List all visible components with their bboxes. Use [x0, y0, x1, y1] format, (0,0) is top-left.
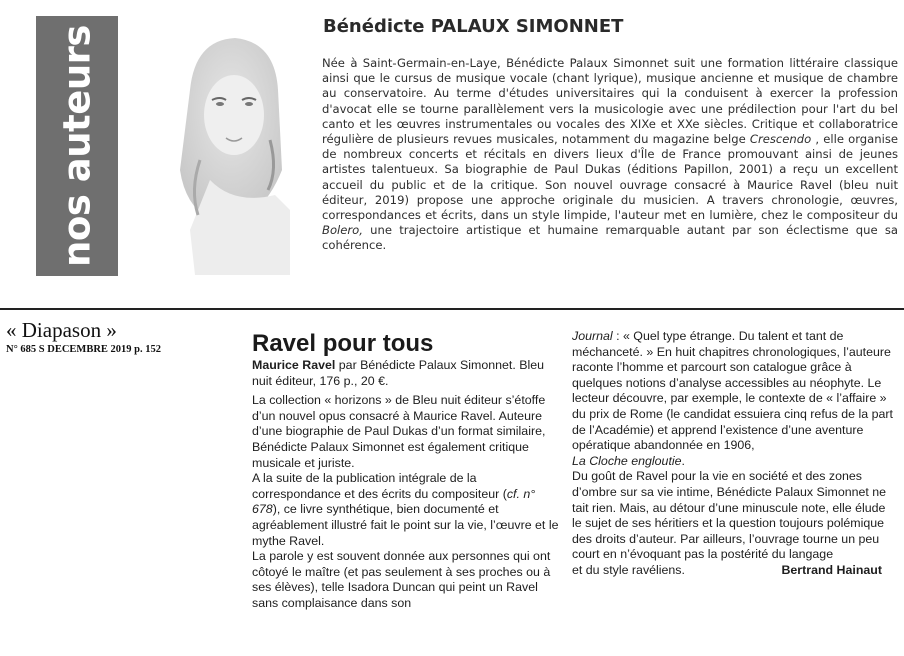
review-column-left	[252, 358, 564, 612]
publication-name: « Diapason »	[6, 318, 117, 342]
review-author: Bertrand Hainaut	[781, 562, 882, 577]
magazine-name: Crescendo	[749, 132, 812, 147]
review-paragraph: Du goût de Ravel pour la vie en société et des zones d’ombre sur sa vie intime, Bénédicte Palaux Simonnet ne tait rien. Mais, au détour d’une minuscule note, elle élude le sujet de ses héritiers et la question toujours polémique des droits d’auteur. Par ailleurs, l’ouvrage tourne un peu court en n’évoquant pas la postérité du langage	[572, 469, 887, 562]
text-part: .	[681, 453, 685, 468]
section-band	[36, 16, 118, 276]
author-name: Bénédicte PALAUX SIMONNET	[323, 16, 624, 37]
review-paragraph: La collection « horizons » de Bleu nuit éditeur s’étoffe d’un nouvel opus consacré à Maurice Ravel. Auteure d’une biographie de Paul Dukas d’un format similaire, Bénédicte Palaux Simonnet est également critique musicale et juriste.	[252, 393, 546, 470]
book-details: par Bénédicte Palaux Simonnet. Bleu nuit éditeur, 176 p., 20 €.	[252, 358, 545, 388]
bio-text-part: , elle organise de nombreux concerts et récitals en divers lieux d'Île de France promouvant ainsi de jeunes artistes talentueux. Sa biographie de Paul Dukas (éditions Papillon, 2001) a reçu un excellent accueil du public et de la critique. Son nouvel ouvrage consacré à Maurice Ravel (bleu nuit éditeur, 2019) propose une approche originale du musicien. A travers chronologie, œuvres, correspondances et écrits, dans un style limpide, l'auteur met en lumière, chez le compositeur du	[322, 132, 898, 223]
work-title: Journal	[572, 329, 613, 343]
text-part: A la suite de la publication intégrale de la correspondance et des écrits du compositeur (	[252, 471, 507, 501]
text-part: : « Quel type étrange. Du talent et tant de méchanceté. » En huit chapitres chronologiques, l’auteure raconte l’homme et parcourt son catalogue grâce à quelques notions d’analyse accessibles au néophyte. Le lecteur découvre, par exemple, le contexte de « l’affaire » du prix de Rome (le candidat essuiera cinq refus de la part de l’Académie) et apprend l’existence d’une aventure opératique abandonnée en 1906,	[572, 329, 893, 453]
bio-text-part: une trajectoire artistique et humaine remarquable autant par son éclectisme que sa cohérence.	[322, 223, 898, 253]
text-part: et du style ravéliens.	[572, 562, 685, 577]
review-column-right	[572, 329, 896, 579]
work-title: Bolero,	[322, 223, 363, 238]
signature-line	[572, 563, 882, 579]
cross-reference: cf. n° 678	[252, 486, 536, 517]
book-reference	[252, 358, 564, 389]
author-photo	[150, 30, 300, 275]
text-part: ), ce livre synthétique, bien documenté et agréablement illustré fait le point sur la vie, l’œuvre et le mythe Ravel.	[252, 502, 559, 548]
work-title: La Cloche engloutie	[572, 453, 682, 468]
divider	[0, 308, 904, 310]
section-label: nos auteurs	[55, 25, 99, 267]
author-bio	[322, 56, 898, 254]
book-title: Maurice Ravel	[252, 358, 336, 372]
bio-text-part: Née à Saint-Germain-en-Laye, Bénédicte Palaux Simonnet suit une formation littéraire classique ainsi que le cursus de musique vocale (chant lyrique), musique ancienne et musique de chambre au conservatoire. Au terme d'études universitaires qui la conduisent à exercer la profession d'avocat elle se tourne parallèlement vers la musicologie avec une prédilection pour l'art du bel canto et les œuvres instrumentales ou vocales des XIXe et XXe siècles. Critique et collaboratrice régulière de plusieurs revues musicales, notamment du magazine belge	[322, 56, 898, 147]
review-paragraph: La parole y est souvent donnée aux personnes qui ont côtoyé le maître (et pas seulement à ses proches ou à ses élèves), telle Isadora Duncan qui peint un Ravel sans complaisance dans son	[252, 549, 551, 610]
review-paragraph	[252, 471, 564, 549]
review-paragraph	[572, 329, 896, 469]
review-title: Ravel pour tous	[252, 330, 434, 357]
publication-issue: N° 685 S DECEMBRE 2019 p. 152	[6, 344, 162, 355]
